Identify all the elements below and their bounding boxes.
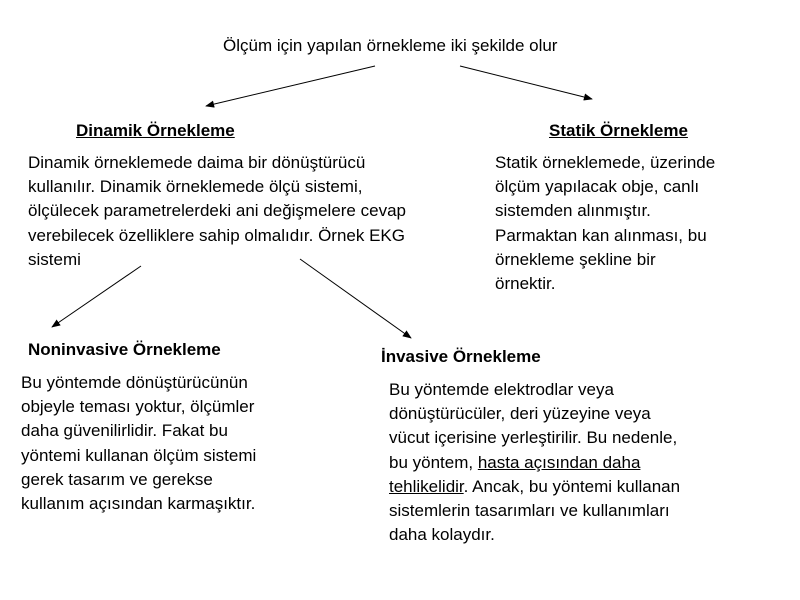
- noninvasive-line: objeyle teması yoktur, ölçümler: [21, 397, 255, 417]
- invasive-text: . Ancak, bu yöntemi kullanan: [463, 476, 681, 496]
- static-line: sistemden alınmıştır.: [495, 201, 651, 221]
- invasive-heading: İnvasive Örnekleme: [381, 347, 541, 366]
- static-description: [495, 151, 775, 296]
- invasive-emphasis: hasta açısından daha: [477, 452, 641, 472]
- noninvasive-heading: Noninvasive Örnekleme: [28, 340, 221, 359]
- invasive-line: sistemlerin tasarımları ve kullanımları: [389, 501, 670, 521]
- invasive-emphasis: tehlikelidir: [389, 476, 464, 496]
- invasive-text: bu yöntem,: [389, 452, 478, 472]
- noninvasive-line: daha güvenilirlidir. Fakat bu: [21, 421, 228, 441]
- static-line: Parmaktan kan alınması, bu: [495, 225, 707, 245]
- invasive-line: dönüştürücüler, deri yüzeyine veya: [389, 404, 651, 424]
- noninvasive-line: yöntemi kullanan ölçüm sistemi: [21, 445, 257, 465]
- invasive-line: [389, 475, 779, 499]
- invasive-line: vücut içerisine yerleştirilir. Bu nedenle,: [389, 428, 678, 448]
- noninvasive-line: Bu yöntemde dönüştürücünün: [21, 373, 248, 392]
- arrow-to-dynamic: [206, 66, 375, 106]
- dynamic-line: ölçülecek parametrelerdeki ani değişmelere cevap: [28, 201, 406, 221]
- static-line: örnekleme şekline bir: [495, 249, 656, 269]
- noninvasive-line: kullanım açısından karmaşıktır.: [21, 494, 256, 514]
- dynamic-line: Dinamik örneklemede daima bir dönüştürücü: [28, 153, 366, 172]
- static-line: ölçüm yapılacak obje, canlı: [495, 177, 700, 197]
- dynamic-line: kullanılır. Dinamik örneklemede ölçü sistemi,: [28, 177, 363, 197]
- invasive-description: [389, 378, 779, 547]
- arrow-to-static: [460, 66, 592, 99]
- dynamic-line: verebilecek özelliklere sahip olmalıdır. Örnek EKG: [28, 225, 405, 245]
- dynamic-description: [28, 151, 498, 272]
- static-heading: Statik Örnekleme: [549, 121, 688, 140]
- arrow-to-noninvasive: [52, 266, 141, 327]
- dynamic-heading: Dinamik Örnekleme: [76, 121, 235, 140]
- diagram-title: Ölçüm için yapılan örnekleme iki şekilde olur: [223, 36, 558, 55]
- invasive-line: Bu yöntemde elektrodlar veya: [389, 380, 614, 399]
- dynamic-line: sistemi: [28, 249, 81, 269]
- noninvasive-description: [21, 371, 321, 516]
- noninvasive-line: gerek tasarım ve gerekse: [21, 469, 213, 489]
- static-line: örnektir.: [495, 274, 556, 294]
- invasive-line: [389, 451, 779, 475]
- invasive-line: daha kolaydır.: [389, 525, 495, 545]
- static-line: Statik örneklemede, üzerinde: [495, 153, 716, 172]
